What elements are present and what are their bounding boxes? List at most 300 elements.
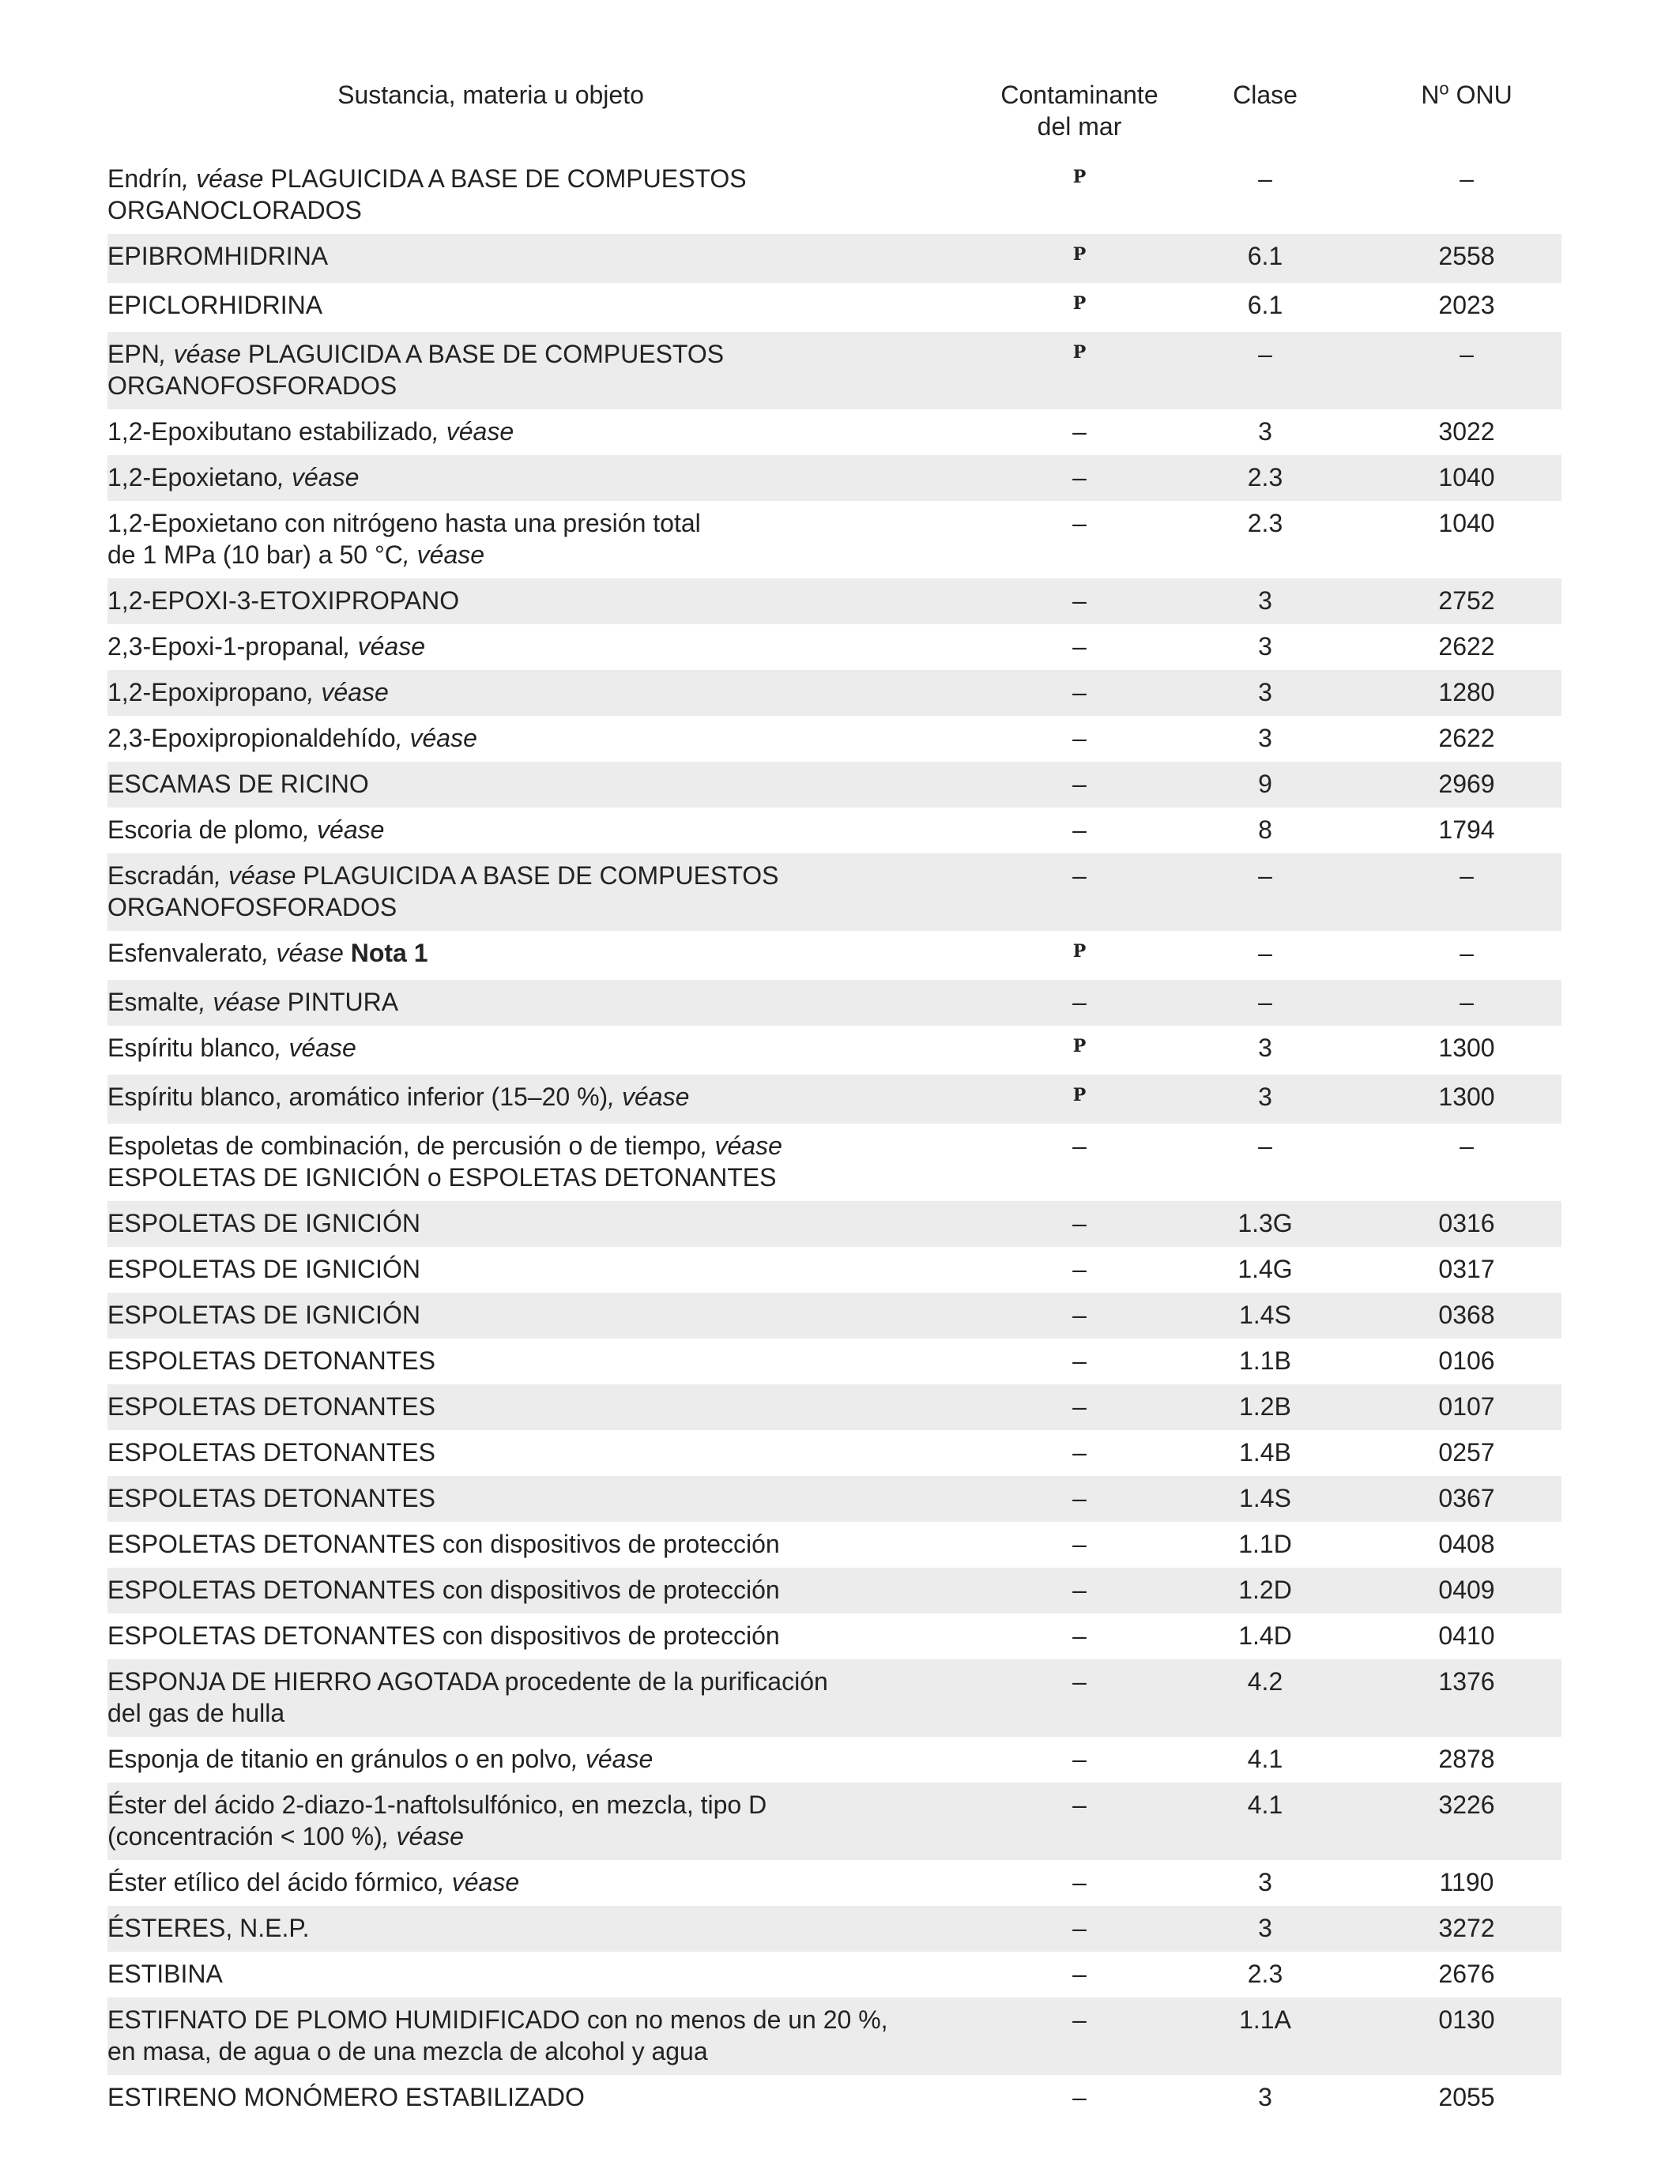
table-row: [107, 1522, 1561, 1568]
marine-pollutant-cell: [1000, 1783, 1158, 1860]
header-un-number: [1372, 79, 1561, 156]
substance-cell: [107, 501, 1000, 578]
table-header: [107, 79, 1561, 156]
substance-text: ESPOLETAS DETONANTES con dispositivos de protección: [107, 1530, 780, 1558]
substance-text: ESPOLETAS DETONANTES con dispositivos de protección: [107, 1621, 780, 1650]
marine-pollutant-dash: –: [1072, 1255, 1087, 1283]
substance-cell: [107, 1522, 1000, 1568]
marine-pollutant-cell: [1000, 1293, 1158, 1339]
see-reference-text: , véase: [182, 164, 264, 193]
class-cell: 1.1D: [1238, 1530, 1292, 1558]
substance-text: 1,2-Epoxibutano estabilizado: [107, 417, 432, 446]
substance-cell: [107, 624, 1000, 670]
marine-pollutant-cell: [1000, 1568, 1158, 1614]
marine-pollutant-cell: [1000, 1124, 1158, 1201]
table-row: [107, 931, 1561, 980]
substance-text: PLAGUICIDA A BASE DE COMPUESTOS: [296, 861, 779, 890]
substance-cell: [107, 578, 1000, 624]
table-row: [107, 1659, 1561, 1737]
table-row: [107, 1860, 1561, 1906]
class-cell: 3: [1258, 1034, 1272, 1062]
class-cell: –: [1258, 164, 1272, 193]
marine-pollutant-dash: –: [1072, 1392, 1087, 1421]
note-reference-text: Nota 1: [350, 939, 428, 967]
marine-pollutant-dash: –: [1072, 1576, 1087, 1604]
substance-text: Éster del ácido 2-diazo-1-naftolsulfónico, en mezcla, tipo D: [107, 1791, 767, 1819]
un-number-cell: 3022: [1438, 417, 1495, 446]
table-row: [107, 853, 1561, 931]
marine-pollutant-dash: –: [1072, 2083, 1087, 2111]
see-reference-text: , véase: [274, 1034, 356, 1062]
substance-cell: [107, 716, 1000, 762]
class-cell: 3: [1258, 1868, 1272, 1896]
substance-text: 1,2-Epoxietano con nitrógeno hasta una presión total: [107, 509, 701, 537]
table-body: [107, 156, 1561, 2121]
marine-pollutant-cell: [1000, 332, 1158, 409]
substance-cell: [107, 1075, 1000, 1124]
marine-pollutant-dash: –: [1072, 1209, 1087, 1237]
marine-pollutant-cell: [1000, 808, 1158, 853]
substance-text: Espíritu blanco, aromático inferior (15–20 %): [107, 1083, 608, 1111]
marine-pollutant-mark: P: [1072, 167, 1087, 187]
marine-pollutant-dash: –: [1072, 1301, 1087, 1329]
un-number-cell: 0367: [1372, 1476, 1561, 1522]
header-class-label: Clase: [1233, 81, 1298, 109]
substance-cell: [107, 1614, 1000, 1659]
class-cell: –: [1258, 1132, 1272, 1160]
substance-cell: [107, 1783, 1000, 1860]
substance-cell: [107, 1124, 1000, 1201]
substance-text: Éster etílico del ácido fórmico: [107, 1868, 438, 1896]
class-cell: 1.4S: [1158, 1476, 1372, 1522]
un-number-cell: 3226: [1372, 1783, 1561, 1860]
un-number-cell: 3272: [1372, 1906, 1561, 1952]
marine-pollutant-dash: –: [1072, 861, 1087, 890]
substance-cell: [107, 1384, 1000, 1430]
marine-pollutant-cell: [1000, 501, 1158, 578]
class-cell: 4.1: [1158, 1783, 1372, 1860]
table-row: [107, 1906, 1561, 1952]
header-marine-line-2: del mar: [1037, 112, 1122, 141]
marine-pollutant-mark: P: [1072, 1036, 1087, 1056]
see-reference-text: , véase: [608, 1083, 690, 1111]
substance-text: Esfenvalerato: [107, 939, 262, 967]
marine-pollutant-cell: [1000, 1026, 1158, 1075]
see-reference-text: , véase: [431, 417, 514, 446]
class-cell: 3: [1258, 632, 1272, 661]
see-reference-text: , véase: [382, 1822, 464, 1851]
see-reference-text: , véase: [277, 463, 360, 491]
un-number-cell: 2676: [1438, 1960, 1495, 1988]
marine-pollutant-dash: –: [1072, 463, 1087, 491]
class-cell: 6.1: [1247, 291, 1283, 319]
header-substance: [107, 79, 1000, 156]
marine-pollutant-cell: [1000, 455, 1158, 501]
substance-text: 1,2-Epoxietano: [107, 463, 278, 491]
substance-text: ESPOLETAS DE IGNICIÓN: [107, 1301, 420, 1329]
marine-pollutant-dash: –: [1072, 1868, 1087, 1896]
marine-pollutant-cell: [1000, 283, 1158, 332]
un-number-cell: 1190: [1439, 1868, 1494, 1896]
class-cell: –: [1258, 939, 1272, 967]
substance-cell: [107, 1247, 1000, 1293]
marine-pollutant-dash: –: [1072, 586, 1087, 615]
substance-cell: [107, 980, 1000, 1026]
substance-text: 2,3-Epoxi-1-propanal: [107, 632, 344, 661]
un-number-cell: 2752: [1372, 578, 1561, 624]
marine-pollutant-dash: –: [1072, 1667, 1087, 1696]
marine-pollutant-cell: [1000, 2075, 1158, 2121]
see-reference-text: , véase: [395, 724, 477, 752]
un-number-cell: 1040: [1372, 455, 1561, 501]
substance-cell: [107, 1568, 1000, 1614]
table-row: [107, 980, 1561, 1026]
un-number-cell: 2622: [1438, 632, 1495, 661]
substance-cell: [107, 455, 1000, 501]
class-cell: 1.2D: [1158, 1568, 1372, 1614]
marine-pollutant-cell: [1000, 156, 1158, 234]
marine-pollutant-cell: [1000, 1476, 1158, 1522]
table-row: [107, 624, 1561, 670]
class-cell: 1.3G: [1158, 1201, 1372, 1247]
class-cell: 9: [1158, 762, 1372, 808]
substance-text: PINTURA: [280, 988, 399, 1016]
substance-text: 1,2-EPOXI-3-ETOXIPROPANO: [107, 586, 460, 615]
substance-text: EPICLORHIDRINA: [107, 291, 323, 319]
marine-pollutant-cell: [1000, 1075, 1158, 1124]
table-row: [107, 716, 1561, 762]
substance-cell: [107, 931, 1000, 980]
class-cell: 2.3: [1158, 455, 1372, 501]
substance-text: ESPOLETAS DE IGNICIÓN o ESPOLETAS DETONANTES: [107, 1163, 777, 1192]
see-reference-text: , véase: [307, 678, 389, 706]
substance-cell: [107, 1906, 1000, 1952]
marine-pollutant-dash: –: [1072, 1745, 1087, 1773]
marine-pollutant-dash: –: [1072, 2005, 1087, 2034]
substance-text: EPIBROMHIDRINA: [107, 242, 329, 270]
substance-text: Espoletas de combinación, de percusión o de tiempo: [107, 1132, 701, 1160]
table-row: [107, 1075, 1561, 1124]
un-number-cell: 0257: [1438, 1438, 1495, 1467]
marine-pollutant-dash: –: [1072, 1346, 1087, 1375]
marine-pollutant-dash: –: [1072, 678, 1087, 706]
see-reference-text: , véase: [571, 1745, 654, 1773]
table-row: [107, 1783, 1561, 1860]
substance-cell: [107, 1430, 1000, 1476]
see-reference-text: , véase: [700, 1132, 782, 1160]
marine-pollutant-cell: [1000, 1737, 1158, 1783]
substance-text: Escradán: [107, 861, 215, 890]
un-number-cell: 2558: [1372, 234, 1561, 283]
see-reference-text: , véase: [214, 861, 296, 890]
class-cell: 2.3: [1247, 509, 1283, 537]
substance-text: ORGANOFOSFORADOS: [107, 893, 397, 921]
un-number-cell: –: [1372, 980, 1561, 1026]
substance-text: 2,3-Epoxipropionaldehído: [107, 724, 396, 752]
marine-pollutant-cell: [1000, 409, 1158, 455]
un-number-cell: 0316: [1372, 1201, 1561, 1247]
substance-cell: [107, 670, 1000, 716]
marine-pollutant-cell: [1000, 931, 1158, 980]
see-reference-text: , véase: [402, 540, 485, 569]
class-cell: 1.4D: [1238, 1621, 1292, 1650]
substance-text: ESPOLETAS DETONANTES: [107, 1346, 435, 1375]
substance-cell: [107, 332, 1000, 409]
substance-cell: [107, 234, 1000, 283]
marine-pollutant-dash: –: [1072, 1132, 1087, 1160]
table-row: [107, 234, 1561, 283]
class-cell: –: [1158, 332, 1372, 409]
class-cell: 1.2B: [1158, 1384, 1372, 1430]
substance-text: EPN: [107, 340, 160, 368]
marine-pollutant-dash: –: [1072, 632, 1087, 661]
header-substance-label: Sustancia, materia u objeto: [337, 81, 644, 109]
substance-cell: [107, 1026, 1000, 1075]
un-number-cell: –: [1460, 1132, 1474, 1160]
class-cell: 8: [1258, 815, 1272, 844]
substance-text: ESPOLETAS DETONANTES: [107, 1438, 435, 1467]
substance-text: [344, 939, 351, 967]
marine-pollutant-cell: [1000, 853, 1158, 931]
table-row: [107, 1568, 1561, 1614]
substance-text: PLAGUICIDA A BASE DE COMPUESTOS: [263, 164, 747, 193]
un-number-cell: 0107: [1372, 1384, 1561, 1430]
marine-pollutant-cell: [1000, 762, 1158, 808]
un-number-cell: 0410: [1438, 1621, 1495, 1650]
substance-cell: [107, 409, 1000, 455]
un-number-cell: 2622: [1438, 724, 1495, 752]
marine-pollutant-cell: [1000, 980, 1158, 1026]
table-row: [107, 1384, 1561, 1430]
marine-pollutant-cell: [1000, 1339, 1158, 1384]
table-row: [107, 1201, 1561, 1247]
marine-pollutant-dash: –: [1072, 1530, 1087, 1558]
header-class: [1158, 79, 1372, 156]
class-cell: 6.1: [1158, 234, 1372, 283]
un-number-cell: 0106: [1438, 1346, 1495, 1375]
marine-pollutant-mark: P: [1072, 941, 1087, 962]
dangerous-goods-index-table: [107, 79, 1561, 2121]
marine-pollutant-cell: [1000, 670, 1158, 716]
class-cell: 1.4G: [1237, 1255, 1293, 1283]
substance-text: ESCAMAS DE RICINO: [107, 770, 369, 798]
see-reference-text: , véase: [303, 815, 385, 844]
marine-pollutant-cell: [1000, 716, 1158, 762]
substance-text: Escoria de plomo: [107, 815, 303, 844]
header-marine-line-1: Contaminante: [1000, 81, 1158, 109]
marine-pollutant-cell: [1000, 1998, 1158, 2075]
table-row: [107, 332, 1561, 409]
substance-text: 1,2-Epoxipropano: [107, 678, 307, 706]
substance-text: ESPOLETAS DE IGNICIÓN: [107, 1209, 420, 1237]
un-number-cell: 0409: [1372, 1568, 1561, 1614]
table-row: [107, 409, 1561, 455]
un-number-cell: –: [1372, 853, 1561, 931]
substance-cell: [107, 1201, 1000, 1247]
class-cell: 1.4S: [1158, 1293, 1372, 1339]
header-un-sup: o: [1439, 78, 1449, 99]
marine-pollutant-mark: P: [1072, 342, 1087, 363]
substance-cell: [107, 853, 1000, 931]
un-number-cell: –: [1372, 332, 1561, 409]
substance-text: ESPOLETAS DE IGNICIÓN: [107, 1255, 420, 1283]
table-row: [107, 1952, 1561, 1998]
class-cell: 3: [1158, 578, 1372, 624]
marine-pollutant-cell: [1000, 234, 1158, 283]
substance-cell: [107, 2075, 1000, 2121]
substance-cell: [107, 1293, 1000, 1339]
substance-cell: [107, 808, 1000, 853]
substance-text: de 1 MPa (10 bar) a 50 °C: [107, 540, 403, 569]
table-row: [107, 670, 1561, 716]
substance-text: Esponja de titanio en gránulos o en polvo: [107, 1745, 572, 1773]
un-number-cell: –: [1460, 939, 1474, 967]
class-cell: 3: [1158, 670, 1372, 716]
substance-text: del gas de hulla: [107, 1699, 285, 1727]
class-cell: 1.4B: [1239, 1438, 1291, 1467]
header-row: [107, 79, 1561, 156]
marine-pollutant-mark: P: [1072, 244, 1087, 265]
marine-pollutant-cell: [1000, 1201, 1158, 1247]
marine-pollutant-dash: –: [1072, 1621, 1087, 1650]
table-row: [107, 1339, 1561, 1384]
marine-pollutant-dash: –: [1072, 724, 1087, 752]
substance-text: ESTIRENO MONÓMERO ESTABILIZADO: [107, 2083, 585, 2111]
table-row: [107, 808, 1561, 853]
class-cell: 3: [1158, 1906, 1372, 1952]
substance-cell: [107, 1952, 1000, 1998]
un-number-cell: 0317: [1438, 1255, 1495, 1283]
table-row: [107, 156, 1561, 234]
un-number-cell: 1794: [1438, 815, 1495, 844]
class-cell: 2.3: [1247, 1960, 1283, 1988]
un-number-cell: 2878: [1438, 1745, 1495, 1773]
marine-pollutant-cell: [1000, 1906, 1158, 1952]
un-number-cell: 0130: [1372, 1998, 1561, 2075]
class-cell: 3: [1258, 724, 1272, 752]
table-row: [107, 762, 1561, 808]
substance-cell: [107, 1339, 1000, 1384]
table-row: [107, 283, 1561, 332]
see-reference-text: , véase: [159, 340, 241, 368]
marine-pollutant-mark: P: [1072, 1085, 1087, 1105]
substance-cell: [107, 1860, 1000, 1906]
marine-pollutant-dash: –: [1072, 417, 1087, 446]
marine-pollutant-mark: P: [1072, 293, 1087, 314]
table-row: [107, 1998, 1561, 2075]
table-row: [107, 455, 1561, 501]
marine-pollutant-cell: [1000, 1522, 1158, 1568]
see-reference-text: , véase: [343, 632, 426, 661]
substance-cell: [107, 156, 1000, 234]
marine-pollutant-cell: [1000, 1860, 1158, 1906]
table-row: [107, 1247, 1561, 1293]
substance-text: ESTIFNATO DE PLOMO HUMIDIFICADO con no menos de un 20 %,: [107, 2005, 888, 2034]
marine-pollutant-cell: [1000, 578, 1158, 624]
see-reference-text: , véase: [198, 988, 281, 1016]
substance-text: Endrín: [107, 164, 183, 193]
marine-pollutant-dash: –: [1072, 509, 1087, 537]
substance-cell: [107, 1476, 1000, 1522]
table-row: [107, 1476, 1561, 1522]
marine-pollutant-cell: [1000, 1430, 1158, 1476]
header-marine-pollutant: [1000, 79, 1158, 156]
marine-pollutant-dash: –: [1072, 988, 1087, 1016]
substance-cell: [107, 1737, 1000, 1783]
marine-pollutant-dash: –: [1072, 1960, 1087, 1988]
header-un-prefix: N: [1421, 81, 1440, 109]
substance-text: Espíritu blanco: [107, 1034, 275, 1062]
class-cell: –: [1158, 980, 1372, 1026]
table-row: [107, 501, 1561, 578]
substance-text: ORGANOFOSFORADOS: [107, 371, 397, 400]
substance-cell: [107, 1998, 1000, 2075]
un-number-cell: –: [1460, 164, 1474, 193]
substance-text: PLAGUICIDA A BASE DE COMPUESTOS: [240, 340, 725, 368]
marine-pollutant-cell: [1000, 624, 1158, 670]
substance-text: ESTIBINA: [107, 1960, 223, 1988]
substance-text: ESPOLETAS DETONANTES con dispositivos de protección: [107, 1576, 780, 1604]
substance-text: (concentración < 100 %): [107, 1822, 382, 1851]
substance-text: ESPONJA DE HIERRO AGOTADA procedente de la purificación: [107, 1667, 828, 1696]
substance-text: en masa, de agua o de una mezcla de alcohol y agua: [107, 2037, 708, 2065]
substance-cell: [107, 1659, 1000, 1737]
marine-pollutant-cell: [1000, 1614, 1158, 1659]
un-number-cell: 0368: [1372, 1293, 1561, 1339]
un-number-cell: 1300: [1438, 1034, 1495, 1062]
marine-pollutant-cell: [1000, 1952, 1158, 1998]
substance-text: ORGANOCLORADOS: [107, 196, 362, 224]
un-number-cell: 0408: [1438, 1530, 1495, 1558]
un-number-cell: 1376: [1372, 1659, 1561, 1737]
table-row: [107, 578, 1561, 624]
table-row: [107, 1430, 1561, 1476]
marine-pollutant-dash: –: [1072, 770, 1087, 798]
marine-pollutant-cell: [1000, 1384, 1158, 1430]
un-number-cell: 1280: [1372, 670, 1561, 716]
un-number-cell: 2969: [1372, 762, 1561, 808]
marine-pollutant-dash: –: [1072, 1914, 1087, 1942]
class-cell: 1.1A: [1158, 1998, 1372, 2075]
un-number-cell: 2055: [1438, 2083, 1495, 2111]
substance-cell: [107, 762, 1000, 808]
see-reference-text: , véase: [262, 939, 344, 967]
marine-pollutant-dash: –: [1072, 1438, 1087, 1467]
substance-text: ÉSTERES, N.E.P.: [107, 1914, 310, 1942]
table-row: [107, 1026, 1561, 1075]
class-cell: 3: [1158, 1075, 1372, 1124]
marine-pollutant-dash: –: [1072, 1484, 1087, 1512]
substance-text: ESPOLETAS DETONANTES: [107, 1484, 435, 1512]
un-number-cell: 1300: [1372, 1075, 1561, 1124]
marine-pollutant-cell: [1000, 1247, 1158, 1293]
class-cell: 4.2: [1158, 1659, 1372, 1737]
class-cell: 1.1B: [1239, 1346, 1291, 1375]
table-row: [107, 1737, 1561, 1783]
substance-text: ESPOLETAS DETONANTES: [107, 1392, 435, 1421]
table-row: [107, 2075, 1561, 2121]
class-cell: 3: [1258, 417, 1272, 446]
header-un-suffix: ONU: [1448, 81, 1512, 109]
marine-pollutant-dash: –: [1072, 1791, 1087, 1819]
class-cell: 4.1: [1247, 1745, 1283, 1773]
table-row: [107, 1614, 1561, 1659]
un-number-cell: 2023: [1438, 291, 1495, 319]
class-cell: 3: [1258, 2083, 1272, 2111]
table-row: [107, 1124, 1561, 1201]
class-cell: –: [1158, 853, 1372, 931]
marine-pollutant-cell: [1000, 1659, 1158, 1737]
